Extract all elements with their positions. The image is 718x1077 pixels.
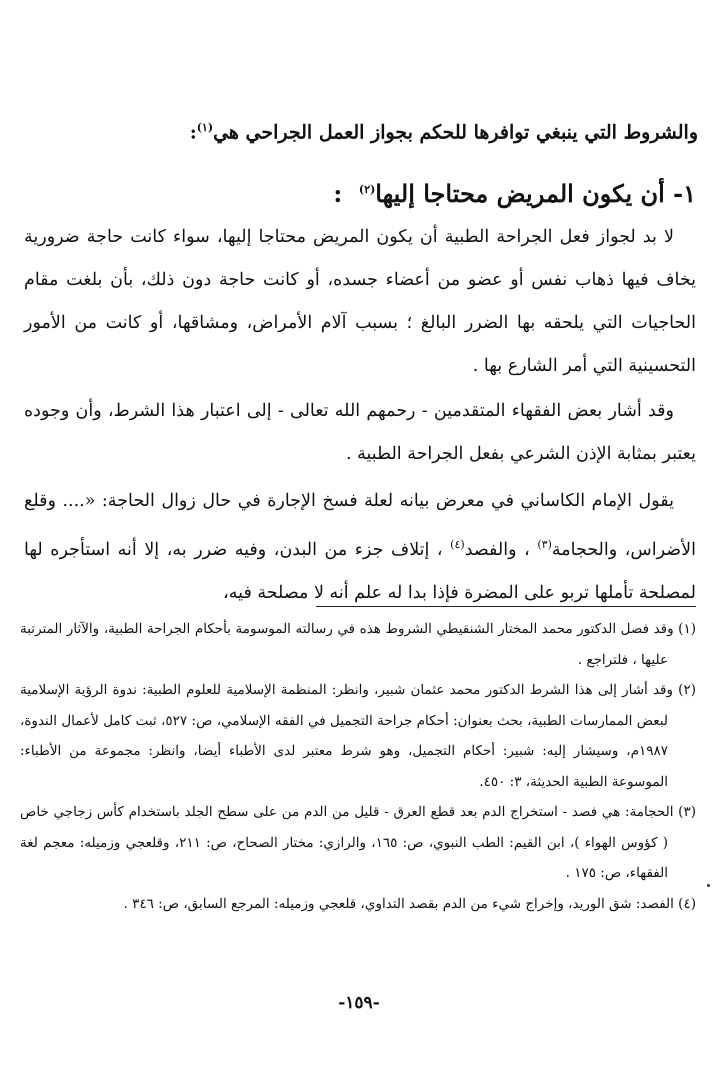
paragraph-3-part-c: ، إتلاف جزء من البدن، وفيه ضرر به، إلا أنه استأجره لها لمصلحة تأملها تربو على المضرة فإذا بدا له علم أنه لا مصلحة فيه، — [24, 539, 696, 603]
footnotes — [20, 614, 696, 919]
intro-text: والشروط التي ينبغي توافرها للحكم بجواز العمل الجراحي هي — [213, 121, 698, 144]
footnote-1: (١) وقد فصل الدكتور محمد المختار الشنقيطي الشروط هذه في رسالته الموسومة بأحكام الجراحة الطبية، والآثار المترتبة عليها ، فلتراجع . — [20, 621, 696, 668]
footnote-2: (٢) وقد أشار إلى هذا الشرط الدكتور محمد عثمان شبير، وانظر: المنظمة الإسلامية للعلوم الطبية: ندوة الرؤية الإسلامية لبعض الممارسات الطبية، بحث بعنوان: أحكام جراحة التجميل في الفقه الإسلامي، ص: ٥٢٧، ثبت كامل لأعمال الندوة، ١٩٨٧م، وسيشار إليه: شبير: أحكام التجميل، وهو شرط معتبر لدى الأطباء أيضا، وانظر: مجموعة من الأطباء: الموسوعة الطبية الحديثة، ٣: ٤٥٠. — [20, 682, 696, 790]
intro-colon: : — [189, 121, 197, 144]
page-number: -١٥٩- — [338, 993, 380, 1013]
paragraph-3-part-a: يقول الإمام الكاساني في معرض بيانه لعلة فسخ الإجارة في حال زوال الحاجة: «.... وقلع الأضراس، والحجامة — [24, 491, 696, 560]
scan-speck — [707, 884, 710, 887]
section-heading — [16, 168, 696, 216]
footnote-3: (٣) الحجامة: هي فصد - استخراج الدم بعد قطع العرق - قليل من الدم من على سطح الجلد باستخدام كأس زجاجي خاص ( كؤوس الهواء )، ابن القيم: الطب النبوي، ص: ١٦٥، والرازي: مختار الصحاح، ص: ٢١١، وقلعجي وزميله: معجم لغة الفقهاء، ص: ١٧٥ . — [20, 804, 696, 881]
footnote-4: (٤) الفصد: شق الوريد، وإخراج شيء من الدم بقصد التداوي، قلعجي وزميله: المرجع السابق، ص: ٣٤٦ . — [123, 895, 696, 912]
heading-text: ١- أن يكون المريض محتاجا إليها — [375, 179, 696, 208]
paragraph-3 — [24, 480, 696, 615]
paragraph-1: لا بد لجواز فعل الجراحة الطبية أن يكون المريض محتاجا إليها، سواء كانت حاجة ضرورية يخاف فيها ذهاب نفس أو عضو من أعضاء جسده، أو كانت حاجة دون ذلك، بأن بلغت مقام الحاجيات التي يلحقه بها الضرر البالغ ؛ بسبب آلام الأمراض، ومشاقها، أو كانت من الأمور التحسينية التي أمر الشارع بها . — [24, 227, 696, 376]
footnote-ref-1: (١) — [196, 121, 214, 134]
footnote-ref-4: (٤) — [450, 538, 465, 551]
intro-line — [18, 108, 698, 152]
footnote-ref-2: (٢) — [358, 183, 376, 196]
footnote-divider — [316, 606, 696, 607]
footnote-ref-3: (٣) — [537, 538, 552, 551]
paragraph-2: وقد أشار بعض الفقهاء المتقدمين - رحمهم الله تعالى - إلى اعتبار هذا الشرط، وأن وجوده يعتبر بمثابة الإذن الشرعي بفعل الجراحة الطبية . — [24, 401, 696, 464]
heading-colon: : — [333, 179, 343, 208]
paragraph-3-part-b: ، والفصد — [464, 539, 530, 560]
